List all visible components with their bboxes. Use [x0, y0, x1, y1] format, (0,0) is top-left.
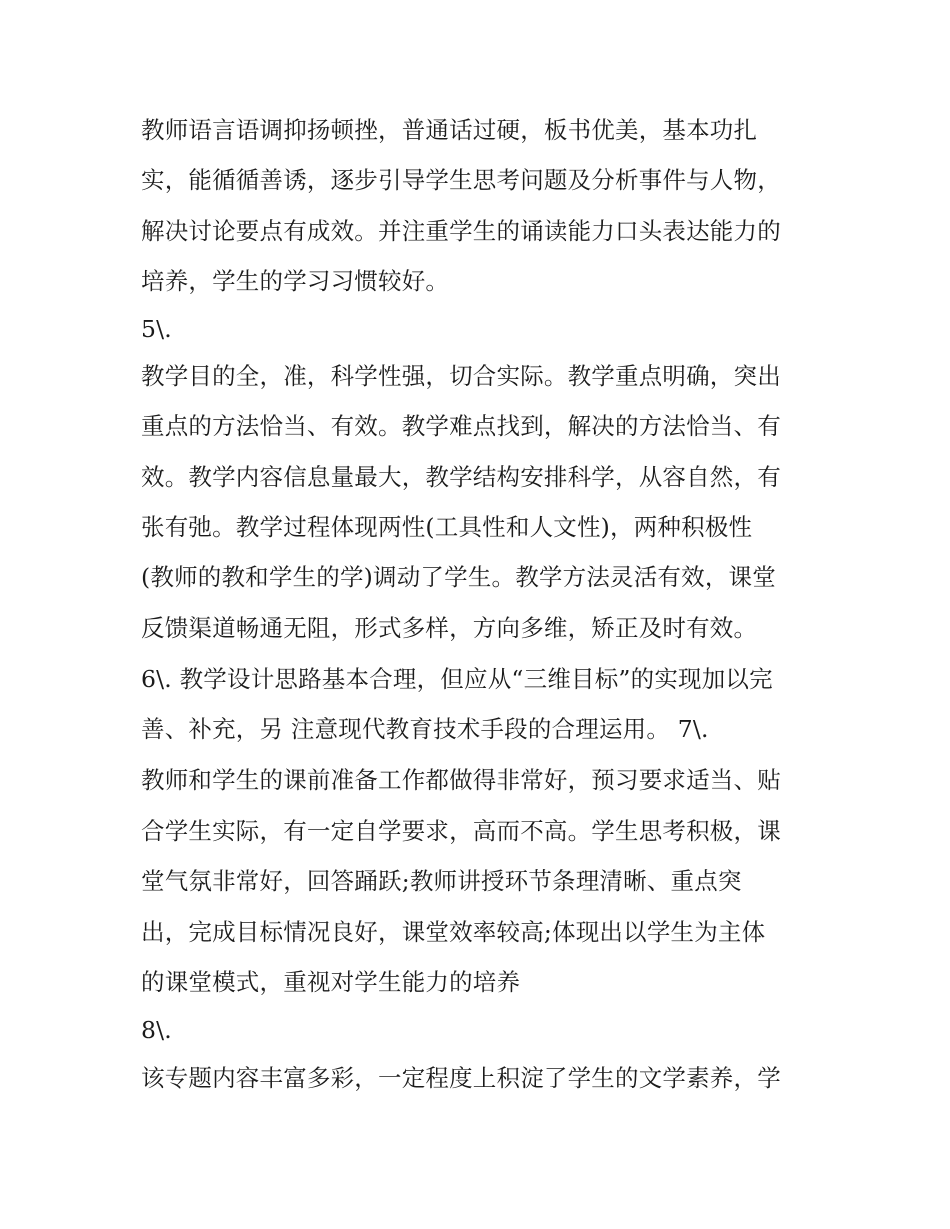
- text-line: 教学目的全，准，科学性强，切合实际。教学重点明确，突出: [141, 362, 781, 390]
- text-line: 效。教学内容信息量最大，教学结构安排科学，从容自然，有: [141, 463, 781, 491]
- text-line: 该专题内容丰富多彩，一定程度上积淀了学生的文学素养，学: [141, 1064, 781, 1092]
- text-line: 解决讨论要点有成效。并注重学生的诵读能力口头表达能力的: [141, 217, 781, 245]
- text-line: 教师语言语调抑扬顿挫，普通话过硬，板书优美，基本功扎: [141, 116, 758, 144]
- text-line: (教师的教和学生的学)调动了学生。教学方法灵活有效，课堂: [141, 563, 776, 591]
- section-number: 5\.: [141, 315, 172, 343]
- text-line: 教师和学生的课前准备工作都做得非常好，预习要求适当、贴: [141, 766, 781, 794]
- text-line: 实，能循循善诱，逐步引导学生思考问题及分析事件与人物，: [141, 166, 781, 194]
- text-line: 反馈渠道畅通无阻，形式多样，方向多维，矫正及时有效。: [141, 614, 758, 642]
- text-line: 的课堂模式，重视对学生能力的培养: [141, 968, 521, 996]
- text-line: 合学生实际，有一定自学要求，高而不高。学生思考积极，课: [141, 817, 781, 845]
- text-line: 张有弛。教学过程体现两性(工具性和人文性)，两种积极性: [141, 513, 753, 541]
- text-line: 6\. 教学设计思路基本合理，但应从“三维目标”的实现加以完: [141, 665, 773, 693]
- text-line: 堂气氛非常好，回答踊跃;教师讲授环节条理清晰、重点突: [141, 867, 742, 895]
- text-line: 出，完成目标情况良好，课堂效率较高;体现出以学生为主体: [141, 918, 766, 946]
- text-line: 培养，学生的学习习惯较好。: [141, 267, 450, 295]
- section-number: 8\.: [141, 1016, 172, 1044]
- text-line: 善、补充，另 注意现代教育技术手段的合理运用。 7\.: [141, 715, 709, 743]
- text-line: 重点的方法恰当、有效。教学难点找到，解决的方法恰当、有: [141, 412, 781, 440]
